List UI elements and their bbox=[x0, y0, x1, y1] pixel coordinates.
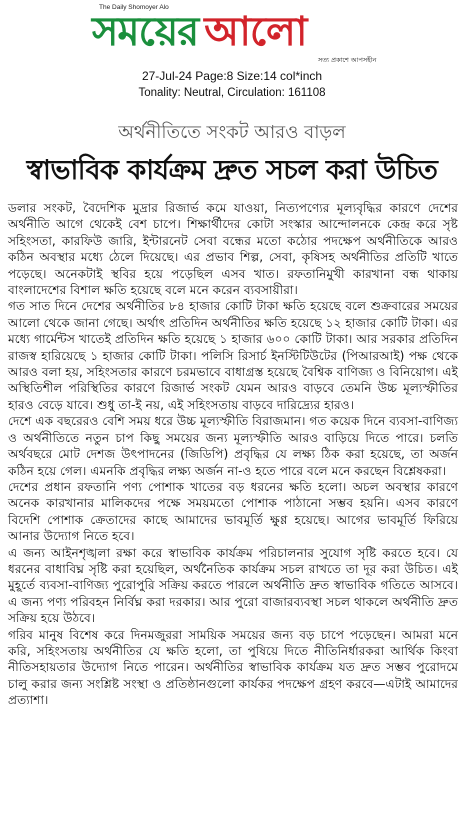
article-paragraph: দেশে এক বছরেরও বেশি সময় ধরে উচ্চ মূল্যস্ফীতি বিরাজমান। গত কয়েক দিনে ব্যবসা-বাণিজ্য ও অর্থনীতিতে নতুন চাপ কিছু সময়ের জন্য মূল্যস্ফীতি আরও বাড়িয়ে দিতে পারে। চলতি অর্থবছরে মোট দেশজ উৎপাদনের (জিডিপি) প্রবৃদ্ধির যে লক্ষ্য ঠিক করা হয়েছে, তা অর্জন কঠিন হয়ে গেল। এমনকি প্রবৃদ্ধির লক্ষ্য অর্জন না-ও হতে পারে বলে মনে করছেন বিশ্লেষকরা। bbox=[8, 414, 458, 478]
article-paragraph: গত সাত দিনে দেশের অর্থনীতির ৮৪ হাজার কোটি টাকা ক্ষতি হয়েছে বলে শুক্রবারের সময়ের আলো থেকে জানা গেছে। অর্থাৎ প্রতিদিন অর্থনীতির ক্ষতি হয়েছে ১২ হাজার কোটি টাকা। এর মধ্যে গার্মেন্টস খাতেই প্রতিদিন ক্ষতি হয়েছে ১ হাজার ৬০০ কোটি টাকা। আর সরকার প্রতিদিন রাজস্ব হারিয়েছে ১ হাজার কোটি টাকা। পলিসি রিসার্চ ইনস্টিটিউটের (পিআরআই) পক্ষ থেকে আরও বলা হয়, সহিংসতার কারণে চরমভাবে বাধাগ্রস্ত হয়েছে বৈশ্বিক বাণিজ্য ও বিনিয়োগ। এই অস্থিতিশীল পরিস্থিতির কারণে রিজার্ভ সংকট যেমন আরও বাড়বে তেমনি উচ্চ মূল্যস্ফীতির হারও বেড়ে যাবে। শুধু তা-ই নয়, এই সহিংসতায় বাড়বে দারিদ্র্যের হারও। bbox=[8, 299, 458, 412]
newspaper-logo bbox=[92, 9, 307, 55]
masthead-english-name: The Daily Shomoyer Alo bbox=[99, 4, 169, 11]
logo-left-word: সময়ের bbox=[92, 9, 199, 55]
masthead bbox=[0, 0, 464, 68]
article-paragraph: এ জন্য আইনশৃঙ্খলা রক্ষা করে স্বাভাবিক কার্যক্রম পরিচালনার সুযোগ সৃষ্টি করতে হবে। যে ধরনের বাধাবিঘ্ন সৃষ্টি করা হয়েছিল, অর্থনৈতিক কার্যক্রম সচল রাখতে তা দূর করা উচিত। এই মুহূর্তে ব্যবসা-বাণিজ্য পুরোপুরি সক্রিয় করতে পারলে অর্থনীতি দ্রুত স্বাভাবিক গতিতে আসবে। এ জন্য পণ্য পরিবহন নির্বিঘ্ন করা দরকার। আর পুরো বাজারব্যবস্থা সচল থাকলে অর্থনীতি দ্রুত সক্রিয় হয়ে উঠবে। bbox=[8, 545, 458, 626]
article-paragraph: গরিব মানুষ বিশেষ করে দিনমজুররা সাময়িক সময়ের জন্য বড় চাপে পড়েছেন। আমরা মনে করি, সহিংসতায় অর্থনীতির যে ক্ষতি হলো, তা পুষিয়ে দিতে নীতিনির্ধারকরা আর্থিক কিংবা নীতিসহায়তার উদ্যোগ নিতে পারেন। অর্থনীতির স্বাভাবিক কার্যক্রম যত দ্রুত সম্ভব পুরোদমে চালু করার জন্য সংশ্লিষ্ট সংস্থা ও প্রতিষ্ঠানগুলো কার্যকর পদক্ষেপ গ্রহণ করবে—এটাই আমাদের প্রত্যাশা। bbox=[8, 627, 458, 708]
article-body bbox=[8, 200, 458, 709]
article-kicker: অর্থনীতিতে সংকট আরও বাড়ল bbox=[118, 122, 346, 143]
article-headline: স্বাভাবিক কার্যক্রম দ্রুত সচল করা উচিত bbox=[26, 155, 438, 186]
clip-meta-date-page: 27-Jul-24 Page:8 Size:14 col*inch bbox=[141, 69, 323, 83]
masthead-motto: সত্য প্রকাশে আপসহীন bbox=[318, 56, 377, 64]
article-paragraph: দেশের প্রধান রফতানি পণ্য পোশাক খাতের বড় ধরনের ক্ষতি হলো। অচল অবস্থার কারণে অনেক কারখানার মালিকদের পক্ষে সময়মতো পোশাক পাঠানো সম্ভব হয়নি। এসব কারণে বিদেশি পোশাক ক্রেতাদের কাছে আমাদের ভাবমূর্তি ক্ষুণ্ণ হয়েছে। আগের ভাবমূর্তি ফিরিয়ে আনার উদ্যোগ নিতে হবে। bbox=[8, 479, 458, 544]
logo-right-word: আলো bbox=[204, 9, 307, 55]
clip-meta-tonality: Tonality: Neutral, Circulation: 161108 bbox=[138, 87, 326, 99]
article-paragraph: ডলার সংকট, বৈদেশিক মুদ্রার রিজার্ভ কমে যাওয়া, নিত্যপণ্যের মূল্যবৃদ্ধির কারণে দেশের অর্থনীতি আগে থেকেই বেশ চাপে। শিক্ষার্থীদের কোটা সংস্কার আন্দোলনকে কেন্দ্র করে সৃষ্ট সহিংসতা, কারফিউ জারি, ইন্টারনেট সেবা বন্ধের মতো কঠোর পদক্ষেপ অর্থনীতিকে আরও কঠিন অবস্থার মধ্যে ঠেলে দিয়েছে। এর প্রভাব শিল্প, সেবা, কৃষিসহ অর্থনীতির প্রতিটি খাতে পড়েছে। অনেকটাই স্থবির হয়ে পড়েছিল এসব খাত। রফতানিমুখী কারখানা বন্ধ থাকায় বাংলাদেশের বিশাল ক্ষতি হয়েছে বলে মনে করেন ব্যবসায়ীরা। bbox=[8, 201, 458, 298]
